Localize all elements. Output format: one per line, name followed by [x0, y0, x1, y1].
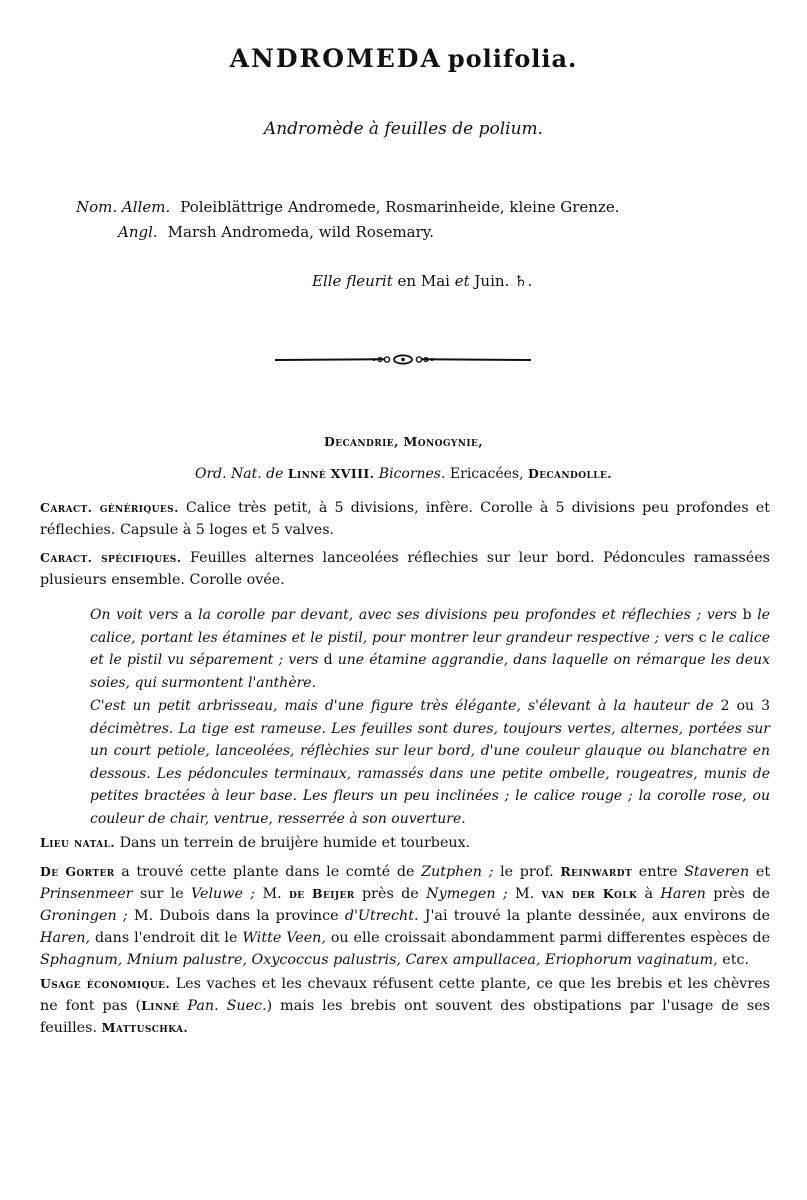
loc-i-3: Prinsenmeer — [40, 886, 133, 902]
loc-i-11: Sphagnum, Mnium palustre, Oxycoccus palustris, Carex ampullacea, Eriophorum vaginatum, — [40, 952, 718, 968]
flowering-prefix: Elle fleurit — [312, 272, 393, 290]
specific-text: Feuilles alternes lanceolées réflechies sur leur bord. Pédoncules ramassées plusieurs ensemble. Corolle ovée. — [40, 550, 771, 588]
order-prefix: Ord. Nat. de — [195, 466, 284, 482]
plant-description — [90, 695, 770, 830]
loc-t-9: à — [644, 886, 654, 902]
plate-text-2: la corolle par devant, avec ses divisions peu profondes et réflechies ; vers — [198, 607, 737, 623]
flowering-period — [312, 272, 532, 290]
loc-t-3: entre — [638, 864, 678, 880]
perennial-symbol: ♄. — [514, 272, 533, 290]
loc-i-6: Haren — [660, 886, 706, 902]
loc-t-10: près de — [713, 886, 770, 902]
flowering-month-2: Juin. — [474, 272, 510, 290]
usage-text-1: Les vaches et les chevaux réfusent cette plante, ce que les brebis et les chèvres ne font pas ( — [40, 976, 770, 1014]
family-name: Ericacées, — [449, 466, 524, 482]
loc-i-5: Nymegen ; — [426, 886, 508, 902]
usage-work: Pan. Suec. — [187, 998, 267, 1014]
loc-i-2: Staveren — [684, 864, 750, 880]
loc-i-9: Haren, — [40, 930, 91, 946]
flowering-en: en — [397, 272, 417, 290]
ornament-divider-icon — [273, 350, 533, 370]
page-subtitle: Andromède à feuilles de polium. — [263, 119, 544, 139]
loc-t-15: etc. — [722, 952, 750, 968]
plate-letter-c: c — [698, 629, 707, 646]
description-text-2: décimètres. La tige est rameuse. Les feuilles sont dures, toujours vertes, alternes, portées sur un court petiole, lanceolées, réflèchies sur leur bord, d'une couleur glauque ou blanchatre en dessous. Les pédoncules terminaux, ramassés dans une petite ombelle, rougeatres, munis de petites bractées à leur base. Les fleurs un peu inclinées ; le calice rouge ; la corolle rose, ou couleur de chair, ventrue, resserrée à son ouverture. — [90, 720, 770, 827]
loc-sc-3: de Beijer — [289, 886, 355, 901]
loc-t-13: dans l'endroit dit le — [94, 930, 238, 946]
page-title — [0, 44, 807, 73]
classification-class — [0, 434, 807, 450]
plate-letter-b: b — [742, 607, 752, 623]
english-name-row — [118, 220, 620, 245]
height-ou: ou — [736, 698, 755, 714]
height-max: 3 — [761, 698, 770, 714]
plate-letter-a: a — [184, 607, 193, 623]
loc-t-7: près de — [362, 886, 419, 902]
loc-t-12: J'ai trouvé la plante dessinée, aux environs de — [424, 908, 771, 924]
specific-label: Caract. spécifiques. — [40, 550, 182, 565]
german-names: Poleiblättrige Andromede, Rosmarinheide, kleine Grenze. — [180, 198, 620, 216]
loc-t-4: et — [755, 864, 771, 880]
usage-label: Usage économique. — [40, 976, 171, 991]
order-name: Bicornes. — [378, 466, 446, 482]
author-linne: Linné — [287, 466, 327, 481]
title-species: polifolia. — [447, 44, 578, 73]
title-genus: ANDROMEDA — [229, 44, 442, 73]
loc-i-8: d'Utrecht. — [344, 908, 419, 924]
usage-author-linne: Linné — [141, 998, 180, 1013]
author-decandolle: Decandolle. — [527, 466, 612, 481]
plate-letter-d: d — [323, 652, 333, 668]
localities — [40, 861, 770, 971]
loc-t-1: a trouvé cette plante dans le comté de — [121, 864, 415, 880]
description-text-1: C'est un petit arbrisseau, mais d'une figure très élégante, s'élevant à la hauteur de — [90, 698, 714, 714]
plate-text-3: le calice, portant les étamines et le pistil, pour montrer leur grandeur respective ; vers — [90, 607, 771, 646]
loc-i-4: Veluwe ; — [191, 886, 256, 902]
common-names — [76, 195, 620, 245]
usage-author-mattuschka: Mattuschka. — [101, 1020, 189, 1035]
plate-text-5: une étamine aggrandie, dans laquelle on rémarque les deux soies, qui surmontent l'anthère. — [90, 652, 770, 691]
german-name-row — [76, 195, 620, 220]
english-names: Marsh Andromeda, wild Rosemary. — [167, 223, 435, 241]
german-label: Nom. Allem. — [76, 198, 171, 216]
plate-text-1: On voit vers — [90, 607, 179, 623]
loc-sc-1: De Gorter — [40, 864, 115, 879]
linnaean-class: Decandrie, Monogynie, — [323, 434, 484, 449]
generic-text: Calice très petit, à 5 divisions, infère. Corolle à 5 divisions peu profondes et réflechies. Capsule à 5 loges et 5 valves. — [40, 500, 771, 538]
loc-t-5: sur le — [139, 886, 184, 902]
plate-text-4: le calice et le pistil vu séparement ; vers — [90, 629, 771, 668]
loc-t-14: ou elle croissait abondamment parmi differentes espèces de — [330, 930, 771, 946]
habitat-label: Lieu natal. — [40, 835, 116, 850]
specific-characters — [40, 547, 770, 591]
habitat-text: Dans un terrein de bruijère humide et tourbeux. — [119, 835, 471, 851]
loc-sc-2: Reinwardt — [560, 864, 633, 879]
plate-description — [90, 604, 770, 694]
order-number: XVIII. — [330, 466, 375, 481]
flowering-et: et — [454, 272, 470, 290]
loc-t-6: M. — [262, 886, 282, 902]
native-habitat — [40, 832, 770, 854]
loc-t-2: le prof. — [500, 864, 554, 880]
loc-i-10: Witte Veen, — [242, 930, 326, 946]
loc-i-1: Zutphen ; — [421, 864, 494, 880]
loc-i-7: Groningen ; — [40, 908, 128, 924]
loc-sc-4: van der Kolk — [541, 886, 638, 901]
english-label: Angl. — [118, 223, 158, 241]
generic-label: Caract. génériques. — [40, 500, 179, 515]
classification-order — [0, 466, 807, 482]
generic-characters — [40, 497, 770, 541]
usage-text-2: ) mais les brebis ont souvent des obstipations par l'usage de ses feuilles. — [40, 998, 771, 1036]
height-min: 2 — [720, 698, 730, 714]
economic-use — [40, 973, 770, 1039]
loc-t-11: M. Dubois dans la province — [133, 908, 339, 924]
loc-t-8: M. — [515, 886, 535, 902]
flowering-month-1: Mai — [420, 272, 450, 290]
